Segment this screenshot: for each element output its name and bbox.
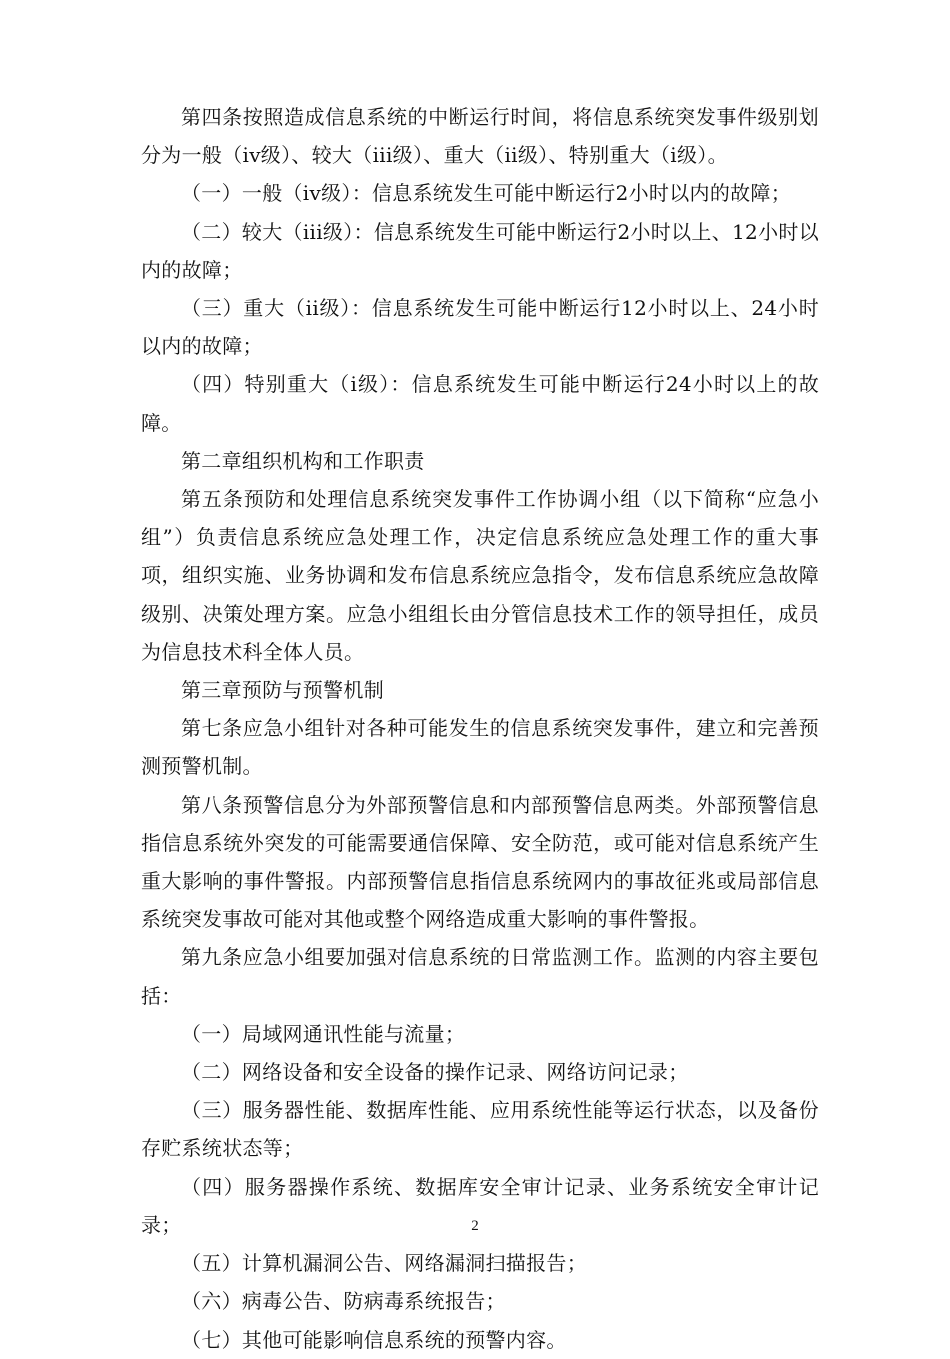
paragraph-article-8: 第八条预警信息分为外部预警信息和内部预警信息两类。外部预警信息指信息系统外突发的可能需要通信保障、安全防范，或可能对信息系统产生重大影响的事件警报。内部预警信息指信息系统网内的事故征兆或局部信息系统突发事故可能对其他或整个网络造成重大影响的事件警报。 (141, 792, 819, 932)
paragraph-article-4: 第四条按照造成信息系统的中断运行时间，将信息系统突发事件级别划分为一般（iv级）、较大（iii级）、重大（ii级）、特别重大（i级）。 (141, 105, 819, 168)
paragraph-level-i: （四）特别重大（i级）：信息系统发生可能中断运行24小时以上的故障。 (141, 372, 819, 435)
list-item-4: （四）服务器操作系统、数据库安全审计记录、业务系统安全审计记录； (141, 1174, 819, 1237)
paragraph-level-iii: （二）较大（iii级）：信息系统发生可能中断运行2小时以上、12小时以内的故障； (141, 219, 819, 282)
list-item-2: （二）网络设备和安全设备的操作记录、网络访问记录； (181, 1060, 689, 1085)
paragraph-level-iv: （一）一般（iv级）：信息系统发生可能中断运行2小时以内的故障； (181, 181, 792, 206)
page-number: 2 (471, 1218, 479, 1234)
document-body (141, 98, 819, 1359)
list-item-3: （三）服务器性能、数据库性能、应用系统性能等运行状态，以及备份存贮系统状态等； (141, 1098, 819, 1161)
paragraph-article-5: 第五条预防和处理信息系统突发事件工作协调小组（以下简称“应急小组”）负责信息系统应急处理工作，决定信息系统应急处理工作的重大事项，组织实施、业务协调和发布信息系统应急指令，发布信息系统应急故障级别、决策处理方案。应急小组组长由分管信息技术工作的领导担任，成员为信息技术科全体人员。 (141, 487, 819, 664)
chapter-2-heading: 第二章组织机构和工作职责 (181, 448, 425, 473)
list-item-5: （五）计算机漏洞公告、网络漏洞扫描报告； (181, 1251, 587, 1276)
list-item-6: （六）病毒公告、防病毒系统报告； (181, 1289, 506, 1314)
chapter-3-heading: 第三章预防与预警机制 (181, 678, 384, 703)
list-item-1: （一）局域网通讯性能与流量； (181, 1021, 466, 1046)
paragraph-article-7: 第七条应急小组针对各种可能发生的信息系统突发事件，建立和完善预测预警机制。 (141, 716, 819, 779)
paragraph-level-ii: （三）重大（ii级）：信息系统发生可能中断运行12小时以上、24小时以内的故障； (141, 296, 819, 359)
paragraph-article-9: 第九条应急小组要加强对信息系统的日常监测工作。监测的内容主要包括： (141, 945, 819, 1008)
list-item-7: （七）其他可能影响信息系统的预警内容。 (181, 1327, 567, 1352)
